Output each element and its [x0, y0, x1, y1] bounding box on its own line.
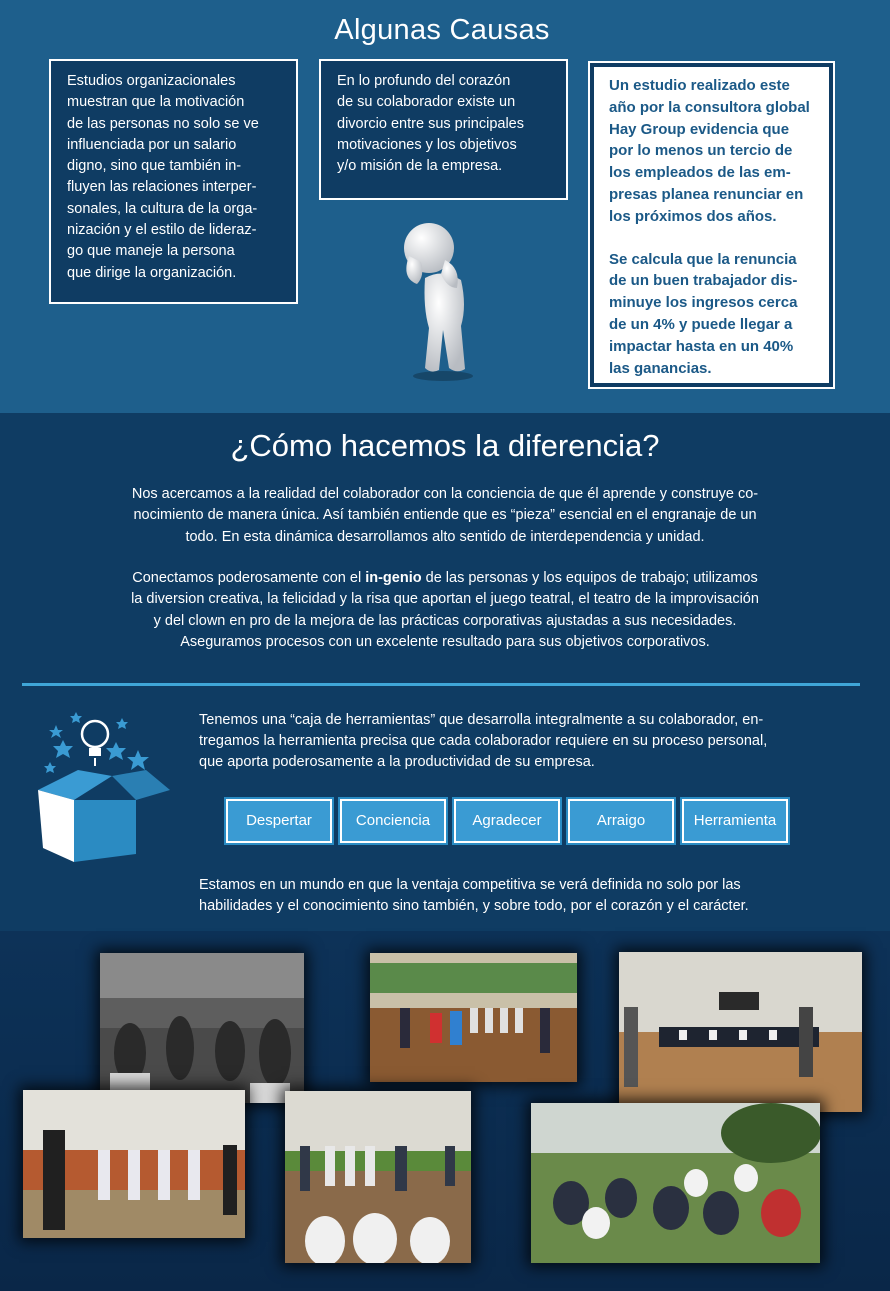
causes-title: Algunas Causas — [334, 14, 550, 46]
cause-box-divorce — [319, 59, 568, 200]
in-genio-emphasis: in-genio — [365, 570, 422, 586]
study-line: Se calcula que la renuncia — [609, 250, 797, 268]
workshop-photo-outdoor — [531, 1103, 820, 1263]
cause-box-line: influenciada por un salario — [67, 136, 237, 153]
tool-herramienta[interactable]: Herramienta — [682, 799, 788, 843]
study-line: presas planea renunciar en — [609, 185, 804, 203]
paragraph-line: que aporta poderosamente a la productividad de su empresa. — [199, 753, 595, 770]
workshop-photo-audience — [285, 1091, 471, 1263]
difference-paragraph-2 — [0, 568, 890, 653]
cause-box-line: que dirige la organización. — [67, 264, 237, 281]
cause-box-line: motivaciones y los objetivos — [337, 136, 517, 153]
paragraph-line: tregamos la herramienta precisa que cada colaborador requiere en su proceso personal, — [199, 732, 768, 749]
paragraph-line: Tenemos una “caja de herramientas” que desarrolla integralmente a su colaborador, en- — [199, 712, 764, 728]
paragraph-text: de las personas y los equipos de trabajo; utilizamos — [421, 570, 758, 586]
cause-box-line: divorcio entre sus principales — [337, 115, 524, 132]
study-line: minuye los ingresos cerca — [609, 294, 798, 312]
toolbox-closing — [199, 875, 749, 917]
workshop-photo-dance — [370, 953, 577, 1082]
cause-box-line: muestran que la motivación — [67, 94, 245, 111]
tool-despertar[interactable]: Despertar — [226, 799, 332, 843]
study-line: de un 4% y puede llegar a — [609, 315, 793, 333]
tool-conciencia[interactable]: Conciencia — [340, 799, 446, 843]
cause-box-motivation — [49, 59, 298, 304]
paragraph-line: nocimiento de manera única. Así también entiende que es “pieza” esencial en el engranaje de un — [133, 507, 757, 524]
cause-box-line: En lo profundo del corazón — [337, 73, 511, 89]
paragraph-line: y del clown en pro de la mejora de las prácticas corporativas ajustadas a sus necesidades. — [153, 612, 737, 629]
paragraph-line: habilidades y el conocimiento sino también, y sobre todo, por el corazón y el carácter. — [199, 897, 749, 914]
paragraph-line: todo. En esta dinámica desarrollamos alto sentido de interdependencia y unidad. — [185, 528, 705, 545]
paragraph-line: la diversion creativa, la felicidad y la risa que aportan el juego teatral, el teatro de la improvisación — [131, 591, 759, 608]
cause-box-line: fluyen las relaciones interper- — [67, 179, 257, 196]
toolbox-intro — [199, 710, 767, 772]
study-line: los empleados de las em- — [609, 164, 791, 182]
study-line: Hay Group evidencia que — [609, 120, 790, 138]
difference-title: ¿Cómo hacemos la diferencia? — [230, 428, 660, 463]
study-line: Un estudio realizado este — [609, 77, 790, 94]
cause-box-line: nización y el estilo de lideraz- — [67, 222, 257, 239]
study-line: las ganancias. — [609, 359, 712, 377]
cause-box-line: sonales, la cultura de la orga- — [67, 200, 258, 217]
cause-box-line: de su colaborador existe un — [337, 94, 516, 111]
study-line: de un buen trabajador dis- — [609, 272, 798, 290]
paragraph-text: Conectamos poderosamente con el — [132, 570, 366, 586]
cause-box-line: de las personas no solo se ve — [67, 115, 259, 132]
study-line: impactar hasta en un 40% — [609, 337, 794, 355]
workshop-photo-bw — [100, 953, 304, 1103]
cause-box-line: y/o misión de la empresa. — [337, 158, 503, 175]
cause-box-line: digno, sino que también in- — [67, 158, 242, 175]
idea-box-icon — [18, 712, 176, 868]
study-line: por lo menos un tercio de — [609, 142, 793, 160]
study-line: año por la consultora global — [609, 98, 810, 116]
paragraph-line: Estamos en un mundo en que la ventaja competitiva se verá definida no solo por las — [199, 877, 741, 893]
workshop-photo-circle — [619, 952, 862, 1112]
cause-box-line: go que maneje la persona — [67, 243, 235, 260]
study-line: los próximos dos años. — [609, 207, 777, 225]
thinking-person-icon — [395, 218, 485, 383]
cause-box-study — [590, 63, 833, 387]
tool-agradecer[interactable]: Agradecer — [454, 799, 560, 843]
cause-box-line: Estudios organizacionales — [67, 73, 236, 89]
section-divider — [22, 683, 860, 686]
tool-arraigo[interactable]: Arraigo — [568, 799, 674, 843]
workshop-photo-group — [23, 1090, 245, 1238]
paragraph-line: Aseguramos procesos con un excelente resultado para sus objetivos corporativos. — [180, 633, 710, 650]
difference-paragraph-1 — [0, 484, 890, 548]
paragraph-line — [0, 568, 890, 589]
paragraph-line: Nos acercamos a la realidad del colaborador con la conciencia de que él aprende y construye co- — [131, 486, 759, 502]
